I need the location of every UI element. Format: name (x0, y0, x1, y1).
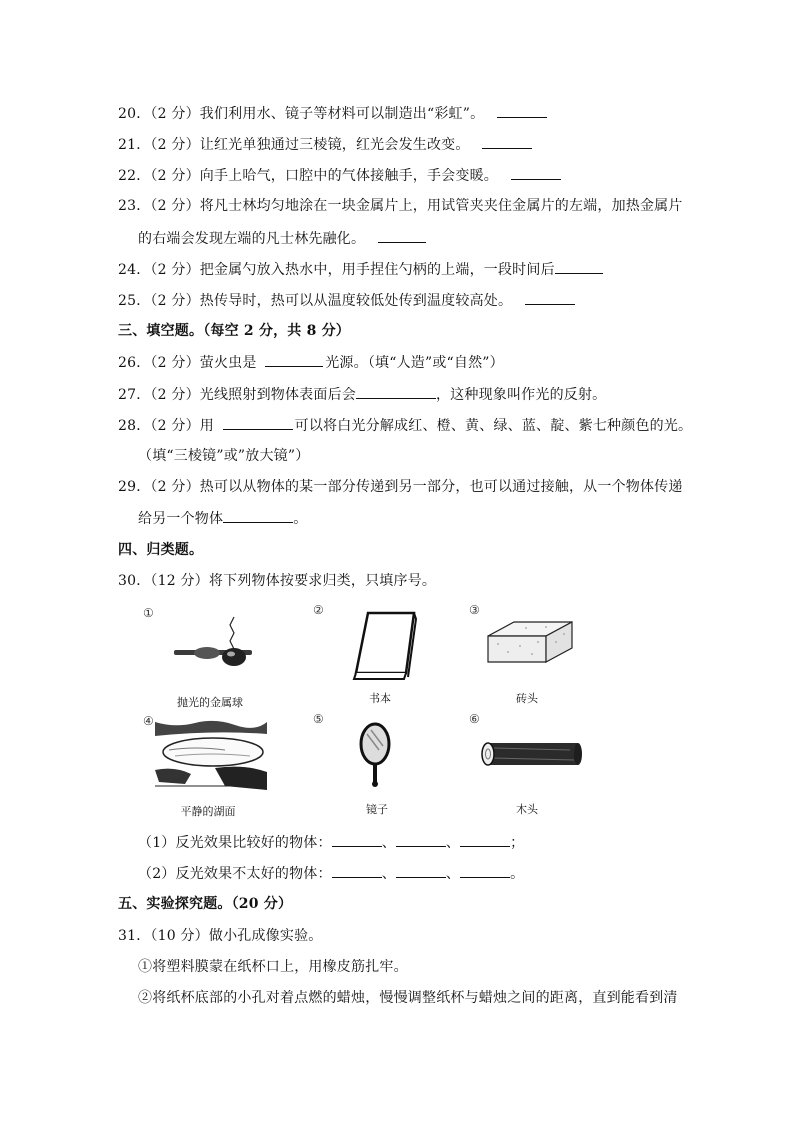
answer-blank[interactable] (378, 228, 426, 243)
answer-blank[interactable] (511, 165, 561, 180)
answer-blank[interactable] (460, 832, 510, 847)
answer-blank[interactable] (396, 863, 446, 878)
question-text: 给另一个物体 (138, 511, 224, 527)
question-text: 27．（2 分）光线照射到物体表面后会 (118, 387, 356, 403)
answer-blank[interactable] (555, 259, 603, 274)
question-28-line1 (118, 415, 692, 436)
caption-wood: 木头 (516, 803, 538, 816)
question-text: 可以将白光分解成红、橙、黄、绿、蓝、靛、紫七种颜色的光。 (294, 418, 693, 434)
question-21 (118, 134, 532, 155)
book-image (350, 609, 420, 681)
step-number: ① (138, 959, 153, 975)
figure-number-2: ② (313, 603, 324, 617)
section-title: 四、归类题。 (118, 542, 204, 558)
question-22 (118, 165, 561, 186)
question-text: 24．（2 分）把金属勺放入热水中，用手捏住勺柄的上端，一段时间后 (118, 262, 555, 278)
figure-number-1: ① (143, 606, 154, 620)
question-text: 20．（2 分）我们利用水、镜子等材料可以制造出“彩虹”。 (118, 106, 485, 122)
answer-blank[interactable] (460, 863, 510, 878)
question-text: 22．（2 分）向手上哈气，口腔中的气体接触手，手会变暖。 (118, 168, 498, 184)
question-25 (118, 290, 575, 311)
question-text: 25．（2 分）热传导时，热可以从温度较低处传到温度较高处。 (118, 293, 513, 309)
question-29-line2 (138, 508, 307, 529)
polished-metal-ball-image (172, 615, 256, 673)
question-26 (118, 352, 504, 373)
separator: 、 (445, 866, 461, 882)
hand-mirror-image (355, 720, 395, 790)
calm-lake-image (155, 720, 267, 792)
step-1 (138, 957, 408, 977)
question-text: 31．（10 分）做小孔成像实验。 (118, 928, 323, 944)
answer-blank[interactable] (265, 352, 323, 367)
answer-blank[interactable] (396, 832, 446, 847)
question-text: 30．（12 分）将下列物体按要求归类，只填序号。 (118, 573, 437, 589)
question-text: 28．（2 分）用 (118, 418, 214, 434)
answer-blank[interactable] (356, 384, 436, 399)
question-29-line1 (118, 477, 683, 497)
question-24 (118, 259, 603, 280)
step-text: 将塑料膜蒙在纸杯口上，用橡皮筋扎牢。 (152, 959, 408, 975)
caption-mirror: 镜子 (366, 803, 388, 816)
section-title: 三、填空题。（每空 2 分，共 8 分） (118, 323, 350, 339)
answer-blank[interactable] (223, 508, 293, 523)
section-5-heading (118, 894, 292, 914)
question-text: 的右端会发现左端的凡士林先融化。 (138, 231, 366, 247)
figure-number-3: ③ (469, 603, 480, 617)
question-20 (118, 103, 547, 124)
section-4-heading (118, 540, 203, 560)
question-text: 23．（2 分）将凡士林均匀地涂在一块金属片上，用试管夹夹住金属片的左端，加热金属片 (118, 198, 683, 214)
section-3-heading (118, 321, 350, 341)
answer-blank[interactable] (497, 103, 547, 118)
step-number: ② (138, 990, 153, 1006)
separator: 、 (445, 835, 461, 851)
wood-log-image (480, 740, 584, 768)
separator: 、 (381, 866, 396, 882)
question-28-line2 (138, 446, 309, 466)
figure-number-4: ④ (143, 714, 154, 728)
caption-lake: 平静的湖面 (180, 805, 236, 818)
answer-blank[interactable] (482, 134, 532, 149)
caption-metal-ball: 抛光的金属球 (177, 696, 243, 709)
question-30-part-1 (138, 832, 524, 853)
question-text: 光源。（填“人造”或“自然”） (325, 355, 504, 371)
step-2 (138, 988, 678, 1008)
answer-blank[interactable] (332, 832, 382, 847)
separator: 、 (381, 835, 396, 851)
question-31 (118, 926, 322, 946)
question-text: （1）反光效果比较好的物体： (138, 835, 332, 851)
brick-image (486, 618, 576, 666)
question-text: （2）反光效果不太好的物体： (138, 866, 332, 882)
question-text: 21．（2 分）让红光单独通过三棱镜，红光会发生改变。 (118, 137, 470, 153)
question-text: （填“三棱镜”或”放大镜”） (138, 448, 310, 464)
caption-book: 书本 (369, 692, 391, 705)
question-text: 29．（2 分）热可以从物体的某一部分传递到另一部分，也可以通过接触，从一个物体传递 (118, 479, 683, 495)
question-30 (118, 571, 436, 591)
question-text: 。 (293, 511, 308, 527)
figure-number-5: ⑤ (313, 712, 324, 726)
question-text: 26．（2 分）萤火虫是 (118, 355, 257, 371)
answer-blank[interactable] (525, 290, 575, 305)
question-30-part-2 (138, 863, 524, 884)
question-27 (118, 384, 606, 405)
question-23-line1 (118, 196, 683, 216)
answer-blank[interactable] (223, 415, 293, 430)
question-23-line2 (138, 228, 426, 249)
caption-brick: 砖头 (516, 692, 538, 705)
punctuation: 。 (510, 866, 525, 882)
answer-blank[interactable] (332, 863, 382, 878)
figure-number-6: ⑥ (469, 712, 480, 726)
step-text: 将纸杯底部的小孔对着点燃的蜡烛，慢慢调整纸杯与蜡烛之间的距离，直到能看到清 (152, 990, 678, 1006)
punctuation: ； (510, 835, 525, 851)
question-text: ，这种现象叫作光的反射。 (435, 387, 607, 403)
section-title: 五、实验探究题。（20 分） (118, 896, 293, 912)
